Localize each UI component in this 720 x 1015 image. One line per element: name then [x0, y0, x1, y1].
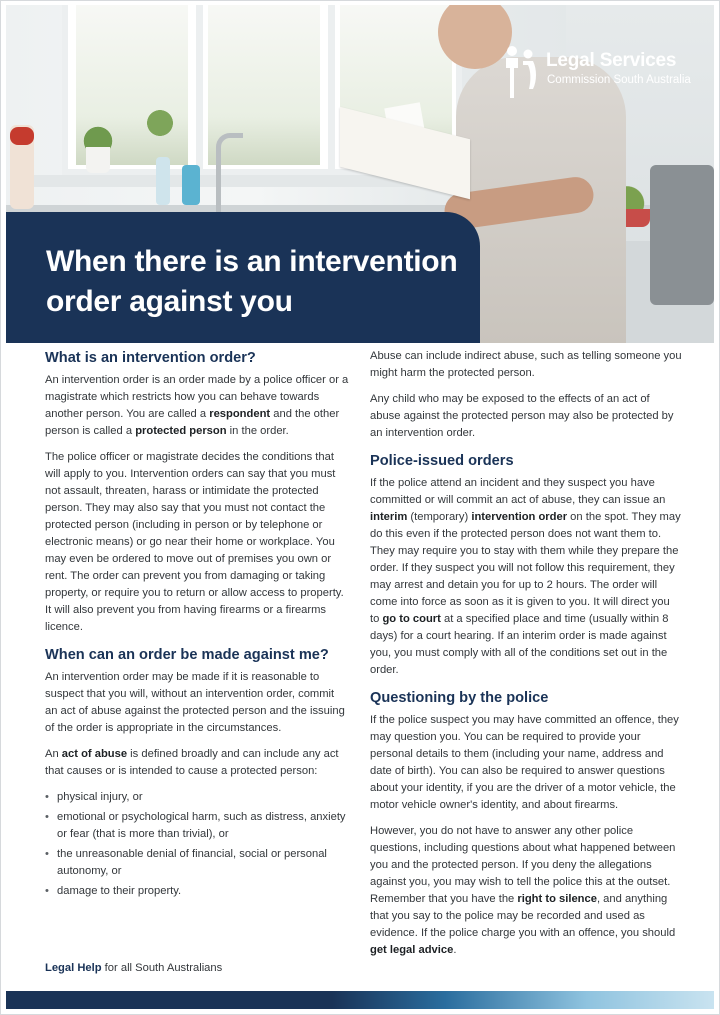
list-item: • the unreasonable denial of financial, social or personal autonomy, or	[45, 846, 349, 880]
title-panel	[6, 212, 480, 343]
list-item: • damage to their property.	[45, 883, 349, 900]
list-item: • emotional or psychological harm, such as distress, anxiety or fear (that is more than trivial), or	[45, 809, 349, 843]
abuse-list	[45, 789, 349, 900]
footer-tagline: Legal Help for all South Australians	[45, 962, 223, 974]
paragraph: Any child who may be exposed to the effects of an act of abuse against the protected person may also be protected by an intervention order.	[370, 393, 674, 439]
paragraph: If the police suspect you may have committed an offence, they may question you. You can be required to provide your personal details to them (including your name, address and date of birth). You can also be required to answer questions about your identity, if you are the driver of a motor vehicle, the motor vehicle owner's identity, and about firearms.	[370, 714, 679, 811]
right-column	[370, 348, 682, 968]
paragraph: An act of abuse is defined broadly and can include any act that causes or is intended to cause a protected person:	[45, 748, 339, 777]
logo-name: Legal Services	[546, 50, 677, 71]
heading-when-can-order: When can an order be made against me?	[45, 647, 329, 663]
lsc-logo	[502, 44, 702, 100]
paragraph: An intervention order is an order made by a police officer or a magistrate which restricts how you can behave towards another person. You are called a respondent and the other person is called a protected person in the order.	[45, 374, 349, 437]
paragraph: The police officer or magistrate decides the conditions that will apply to you. Intervention orders can say that you must not assault, threaten, harass or intimidate the protected person. They may also say that you must not contact the protected person (including in person or by telephone or electronic means) or go near their home or workplace. You may even be ordered to move out of premises you own or rent. The order can prevent you from damaging or taking property, or require you to return or allow access to property. It will also prevent you from having firearms or a firearms licence.	[45, 451, 344, 633]
heading-questioning: Questioning by the police	[370, 690, 549, 706]
left-column	[45, 348, 349, 903]
paragraph: Abuse can include indirect abuse, such as telling someone you might harm the protected person.	[370, 350, 682, 379]
paragraph: However, you do not have to answer any other police questions, including questions about what happened between you and the protected person. If you deny the allegations against you, you may wish to tell the police this at the outset. Remember that you have the right to silence, and anything that you say to the police may be recorded and used as evidence. If the police charge you with an offence, you should get legal advice.	[370, 825, 676, 956]
figures-logo-icon	[502, 44, 542, 102]
bottom-color-band	[6, 991, 714, 1009]
heading-what-is-order: What is an intervention order?	[45, 350, 256, 366]
paragraph: If the police attend an incident and they suspect you have committed or will commit an act of abuse, they can issue an interim (temporary) intervention order on the spot. They may do this even if the protected person does not want them to. They may require you to stay with them while they prepare the order. If they suspect you will not follow this requirement, they may arrest and detain you for up to 2 hours. The order will come into force as soon as it is given to you. It will direct you to go to court at a specified place and time (usually within 8 days) for a court hearing. If an interim order is made against you, you must comply with all of the conditions set out in the order.	[370, 477, 681, 676]
logo-subtitle: Commission South Australia	[547, 74, 691, 86]
page-title: When there is an intervention order against you	[46, 245, 458, 318]
paragraph: An intervention order may be made if it is reasonable to suspect that you will, without an intervention order, commit an act of abuse against the protected person and the issuing of the order is appropriate in the circumstances.	[45, 671, 345, 734]
heading-police-issued: Police-issued orders	[370, 453, 514, 469]
list-item: • physical injury, or	[45, 789, 349, 806]
